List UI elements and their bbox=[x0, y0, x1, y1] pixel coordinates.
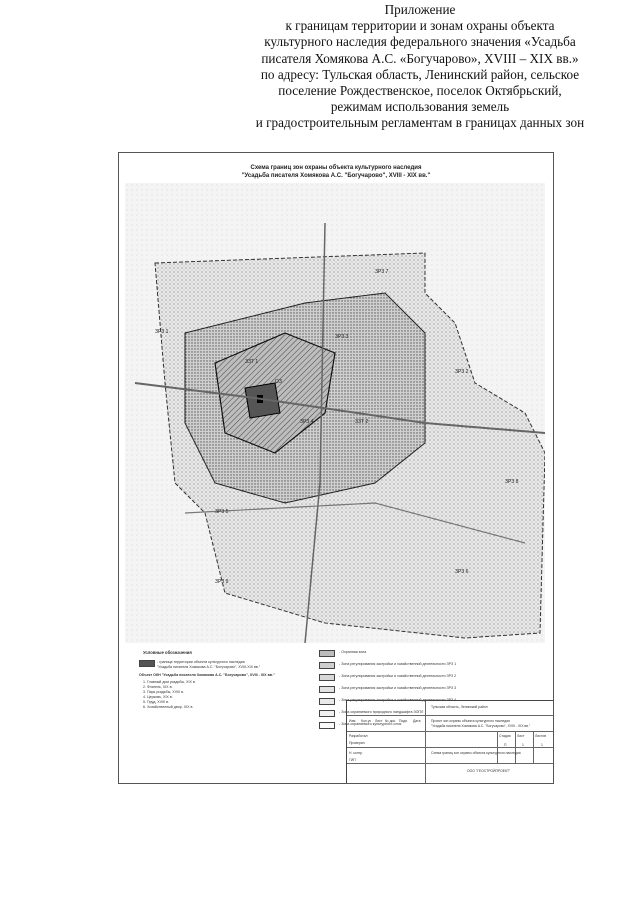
header-line: культурного наследия федерального значения «Усадьба bbox=[264, 34, 576, 50]
annex-header bbox=[230, 2, 610, 132]
stamp-row-count: Кол.уч bbox=[361, 719, 372, 723]
stamp-drawing: Схема границ зон охраны объекта культурного наследия bbox=[431, 751, 521, 755]
stamp-sheet-value: 1 bbox=[522, 743, 524, 747]
legend-zone: - Зона регулирования застройки и хозяйственной деятельности ЗРЗ 2 bbox=[339, 674, 457, 678]
stamp-role: Разработал bbox=[349, 734, 368, 738]
legend-zone: - Зона регулирования застройки и хозяйственной деятельности ЗРЗ 4 bbox=[339, 698, 457, 702]
legend-swatch bbox=[319, 722, 335, 729]
zone-label: ЗЗТ 1 bbox=[245, 359, 259, 365]
legend-item: 5. Пруд, XVIII в. bbox=[143, 700, 170, 704]
map-drawing bbox=[125, 183, 545, 648]
zone-label: ЗРЗ 8 bbox=[505, 479, 519, 485]
legend-zone: - Зона регулирования застройки и хозяйственной деятельности ЗРЗ 1 bbox=[339, 662, 457, 666]
legend-item: 3. Парк усадьбы, XVIII в. bbox=[143, 690, 185, 694]
legend-zone: - Охранная зона bbox=[339, 650, 367, 654]
zones-map bbox=[125, 183, 545, 643]
legend-item: - граница территории объекта культурного наследия bbox=[157, 660, 245, 664]
legend-swatch bbox=[319, 710, 335, 717]
legend-swatch bbox=[319, 674, 335, 681]
stamp-org: Тульская область, Ленинский район bbox=[431, 705, 488, 709]
stamp-row-doc: № док. bbox=[385, 719, 396, 723]
stamp-stage-value: П bbox=[504, 743, 507, 747]
zone-label: ЗРЗ 7 bbox=[375, 269, 389, 275]
header-line: по адресу: Тульская область, Ленинский район, сельское bbox=[260, 66, 580, 82]
stamp-sheets-value: 1 bbox=[541, 743, 543, 747]
stamp-role: Проверил bbox=[349, 741, 365, 745]
legend-title: Условные обозначения bbox=[143, 650, 192, 655]
header-line: писателя Хомякова А.С. «Богучарово», XVIII – XIX вв.» bbox=[261, 50, 579, 66]
stamp-sheets-label: Листов bbox=[535, 734, 547, 738]
map-sheet bbox=[118, 152, 554, 784]
legend-item: 2. Флигель, XIX в. bbox=[143, 685, 173, 689]
header-line: Приложение bbox=[384, 2, 456, 17]
stamp-row-sign: Подп. bbox=[399, 719, 409, 723]
zone-label: ЗРЗ 1 bbox=[155, 329, 169, 335]
zone-label: ЗРЗ 9 bbox=[215, 579, 229, 585]
legend-zone: - Зона регулирования застройки и хозяйственной деятельности ЗРЗ 3 bbox=[339, 686, 457, 690]
stamp-role: ГИП bbox=[349, 758, 356, 762]
legend-zone: - Зона охраняемого культурного слоя bbox=[339, 722, 402, 726]
stamp-sheet-label: Лист bbox=[517, 734, 525, 738]
legend-item: 4. Церковь, XIX в. bbox=[143, 695, 173, 699]
zone-label: ЗРЗ 2 bbox=[455, 369, 469, 375]
zone-label: ЗРЗ 6 bbox=[455, 569, 469, 575]
legend-swatch bbox=[319, 650, 335, 657]
legend-item: 1. Главный дом усадьбы, XIX в. bbox=[143, 680, 196, 684]
stamp-object: "Усадьба писателя Хомякова А.С. "Богучарово", XVIII - XIX вв." bbox=[431, 724, 531, 728]
legend-swatch bbox=[139, 660, 155, 667]
stamp-row-date: Дата bbox=[413, 719, 421, 723]
zone-label: ЗЗТ 2 bbox=[355, 419, 369, 425]
map-title: Схема границ зон охраны объекта культурного наследия bbox=[250, 165, 422, 171]
map-subtitle: "Усадьба писателя Хомякова А.С. "Богучарово", XVIII - XIX вв." bbox=[241, 173, 431, 179]
legend-swatch bbox=[319, 698, 335, 705]
stamp-row-change: Изм. bbox=[349, 719, 357, 723]
legend-swatch bbox=[319, 686, 335, 693]
title-block-stamp bbox=[346, 700, 553, 783]
legend-swatch bbox=[319, 662, 335, 669]
header-line: поселение Рождественское, поселок Октябрьский, bbox=[278, 83, 562, 99]
zone-label: ЗРЗ 3 bbox=[335, 334, 349, 340]
stamp-role: Н. контр. bbox=[349, 751, 363, 755]
zone-label: ЗРЗ 4 bbox=[300, 419, 314, 425]
header-line: к границам территории и зонам охраны объекта bbox=[285, 18, 555, 34]
legend-item: 6. Хозяйственный двор, XIX в. bbox=[143, 705, 194, 709]
zone-label: ЗРЗ 5 bbox=[215, 509, 229, 515]
stamp-row-sheet: Лист bbox=[375, 719, 383, 723]
stamp-stage-label: Стадия bbox=[499, 734, 511, 738]
stamp-project: Проект зон охраны объекта культурного наследия bbox=[431, 719, 510, 723]
header-line: режимам использования земель bbox=[330, 99, 510, 115]
stamp-company: ООО "ГЕОСТРОЙПРОЕКТ" bbox=[467, 769, 511, 773]
zone-label: ОЗ bbox=[275, 379, 282, 385]
legend-item: "Усадьба писателя Хомякова А.С. "Богучарово", XVIII-XIX вв." bbox=[157, 665, 261, 669]
legend-object-title: Объект ОКН "Усадьба писателя Хомякова А.С. "Богучарово", XVIII - XIX вв." bbox=[139, 673, 275, 677]
header-line: и градостроительным регламентам в границах данных зон bbox=[255, 115, 585, 131]
legend-zone: - Зона охраняемого природного ландшафта ЗОПЛ bbox=[339, 710, 424, 714]
